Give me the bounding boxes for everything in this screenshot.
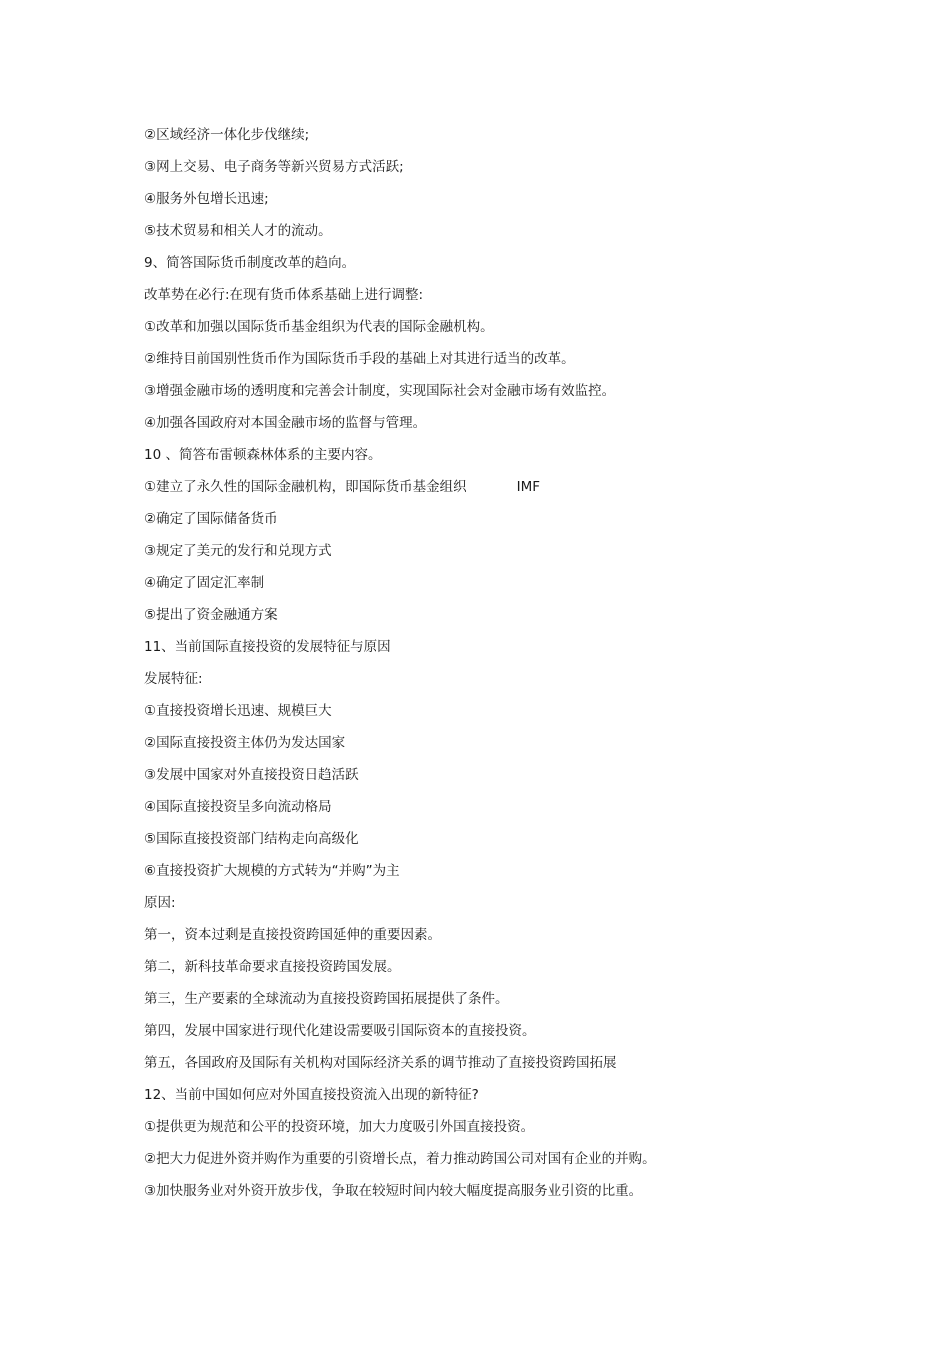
text-line: 发展特征: [144, 671, 203, 687]
text-line-main: ①建立了永久性的国际金融机构，即国际货币基金组织 [144, 479, 467, 495]
imf-label: IMF [516, 479, 541, 495]
text-line: ③发展中国家对外直接投资日趋活跃 [144, 767, 359, 783]
text-line: ④确定了固定汇率制 [144, 575, 265, 591]
text-line: ③规定了美元的发行和兑现方式 [144, 543, 332, 559]
text-line: 原因: [144, 895, 176, 911]
question-heading: 11、当前国际直接投资的发展特征与原因 [144, 639, 391, 655]
text-line: ③加快服务业对外资开放步伐，争取在较短时间内较大幅度提高服务业引资的比重。 [144, 1183, 643, 1199]
text-line: ②维持目前国别性货币作为国际货币手段的基础上对其进行适当的改革。 [144, 351, 575, 367]
text-line: ⑥直接投资扩大规模的方式转为“并购”为主 [144, 863, 400, 879]
text-line: ②区域经济一体化步伐继续; [144, 127, 310, 143]
text-line: ①改革和加强以国际货币基金组织为代表的国际金融机构。 [144, 319, 494, 335]
text-line: ①直接投资增长迅速、规模巨大 [144, 703, 332, 719]
text-line: 第四，发展中国家进行现代化建设需要吸引国际资本的直接投资。 [144, 1023, 536, 1039]
text-line: ②国际直接投资主体仍为发达国家 [144, 735, 346, 751]
text-line: ③增强金融市场的透明度和完善会计制度，实现国际社会对金融市场有效监控。 [144, 383, 616, 399]
text-line: ④国际直接投资呈多向流动格局 [144, 799, 332, 815]
text-line: 改革势在必行:在现有货币体系基础上进行调整: [144, 287, 424, 303]
text-line: ⑤技术贸易和相关人才的流动。 [144, 223, 332, 239]
text-line: 第二，新科技革命要求直接投资跨国发展。 [144, 959, 401, 975]
text-line: ①提供更为规范和公平的投资环境，加大力度吸引外国直接投资。 [144, 1119, 535, 1135]
text-line: ④服务外包增长迅速; [144, 191, 269, 207]
question-heading: 12、当前中国如何应对外国直接投资流入出现的新特征? [144, 1087, 479, 1103]
question-heading: 10 、简答布雷顿森林体系的主要内容。 [144, 447, 382, 463]
text-line: ②确定了国际储备货币 [144, 511, 278, 527]
document-body [144, 124, 844, 1212]
text-line: ②把大力促进外资并购作为重要的引资增长点，着力推动跨国公司对国有企业的并购。 [144, 1151, 656, 1167]
text-line: 第一，资本过剩是直接投资跨国延伸的重要因素。 [144, 927, 441, 943]
text-line: 第三，生产要素的全球流动为直接投资跨国拓展提供了条件。 [144, 991, 509, 1007]
text-line: ⑤提出了资金融通方案 [144, 607, 278, 623]
text-line: ④加强各国政府对本国金融市场的监督与管理。 [144, 415, 427, 431]
text-line: 第五，各国政府及国际有关机构对国际经济关系的调节推动了直接投资跨国拓展 [144, 1055, 617, 1071]
text-line: ⑤国际直接投资部门结构走向高级化 [144, 831, 359, 847]
text-line: ③网上交易、电子商务等新兴贸易方式活跃; [144, 159, 404, 175]
question-heading: 9、简答国际货币制度改革的趋向。 [144, 255, 356, 271]
text-line [144, 476, 844, 508]
